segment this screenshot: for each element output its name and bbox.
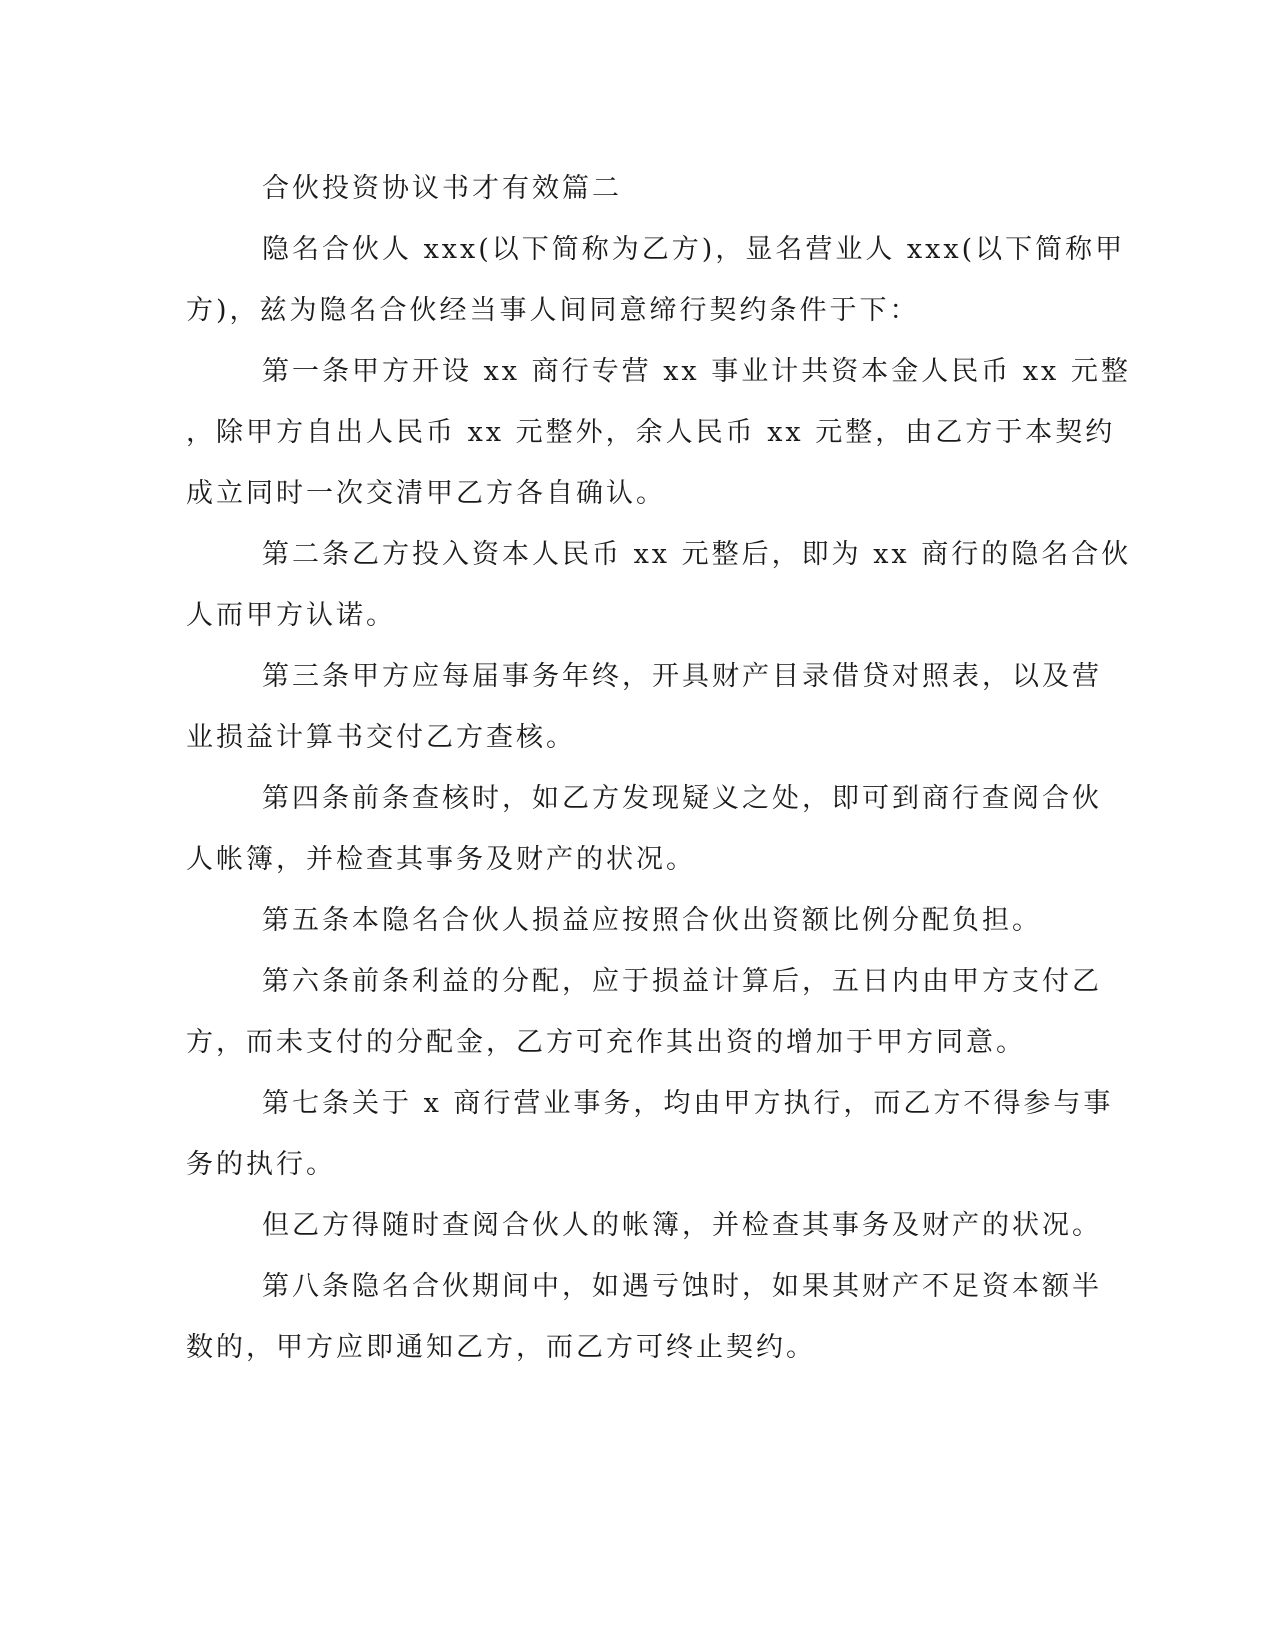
article-3-line: 第三条甲方应每届事务年终，开具财产目录借贷对照表，以及营 [262,661,1102,692]
article-3-line: 业损益计算书交付乙方查核。 [186,722,576,753]
article-6-line: 第六条前条利益的分配，应于损益计算后，五日内由甲方支付乙 [262,966,1102,997]
article-5-line: 第五条本隐名合伙人损益应按照合伙出资额比例分配负担。 [262,905,1042,936]
paragraph-line: 隐名合伙人 xxx(以下简称为乙方)，显名营业人 xxx(以下简称甲 [262,234,1126,265]
article-8-line: 数的，甲方应即通知乙方，而乙方可终止契约。 [186,1332,816,1363]
article-4-line: 第四条前条查核时，如乙方发现疑义之处，即可到商行查阅合伙 [262,783,1102,814]
article-6-line: 方，而未支付的分配金，乙方可充作其出资的增加于甲方同意。 [186,1027,1026,1058]
document-body [186,158,1132,1378]
article-7-line: 务的执行。 [186,1149,336,1180]
paragraph-line: 方)，兹为隐名合伙经当事人间同意缔行契约条件于下： [186,295,920,326]
article-1-line: ，除甲方自出人民币 xx 元整外，余人民币 xx 元整，由乙方于本契约 [186,417,1116,448]
article-4-line: 人帐簿，并检查其事务及财产的状况。 [186,844,696,875]
article-7-line: 第七条关于 x 商行营业事务，均由甲方执行，而乙方不得参与事 [262,1088,1114,1119]
article-7-note-line: 但乙方得随时查阅合伙人的帐簿，并检查其事务及财产的状况。 [262,1210,1102,1241]
article-8-line: 第八条隐名合伙期间中，如遇亏蚀时，如果其财产不足资本额半 [262,1271,1102,1302]
article-2-line: 人而甲方认诺。 [186,600,396,631]
article-1-line: 第一条甲方开设 xx 商行专营 xx 事业计共资本金人民币 xx 元整 [262,356,1131,387]
article-2-line: 第二条乙方投入资本人民币 xx 元整后，即为 xx 商行的隐名合伙 [262,539,1132,570]
article-1-line: 成立同时一次交清甲乙方各自确认。 [186,478,666,509]
document-title: 合伙投资协议书才有效篇二 [262,173,622,204]
